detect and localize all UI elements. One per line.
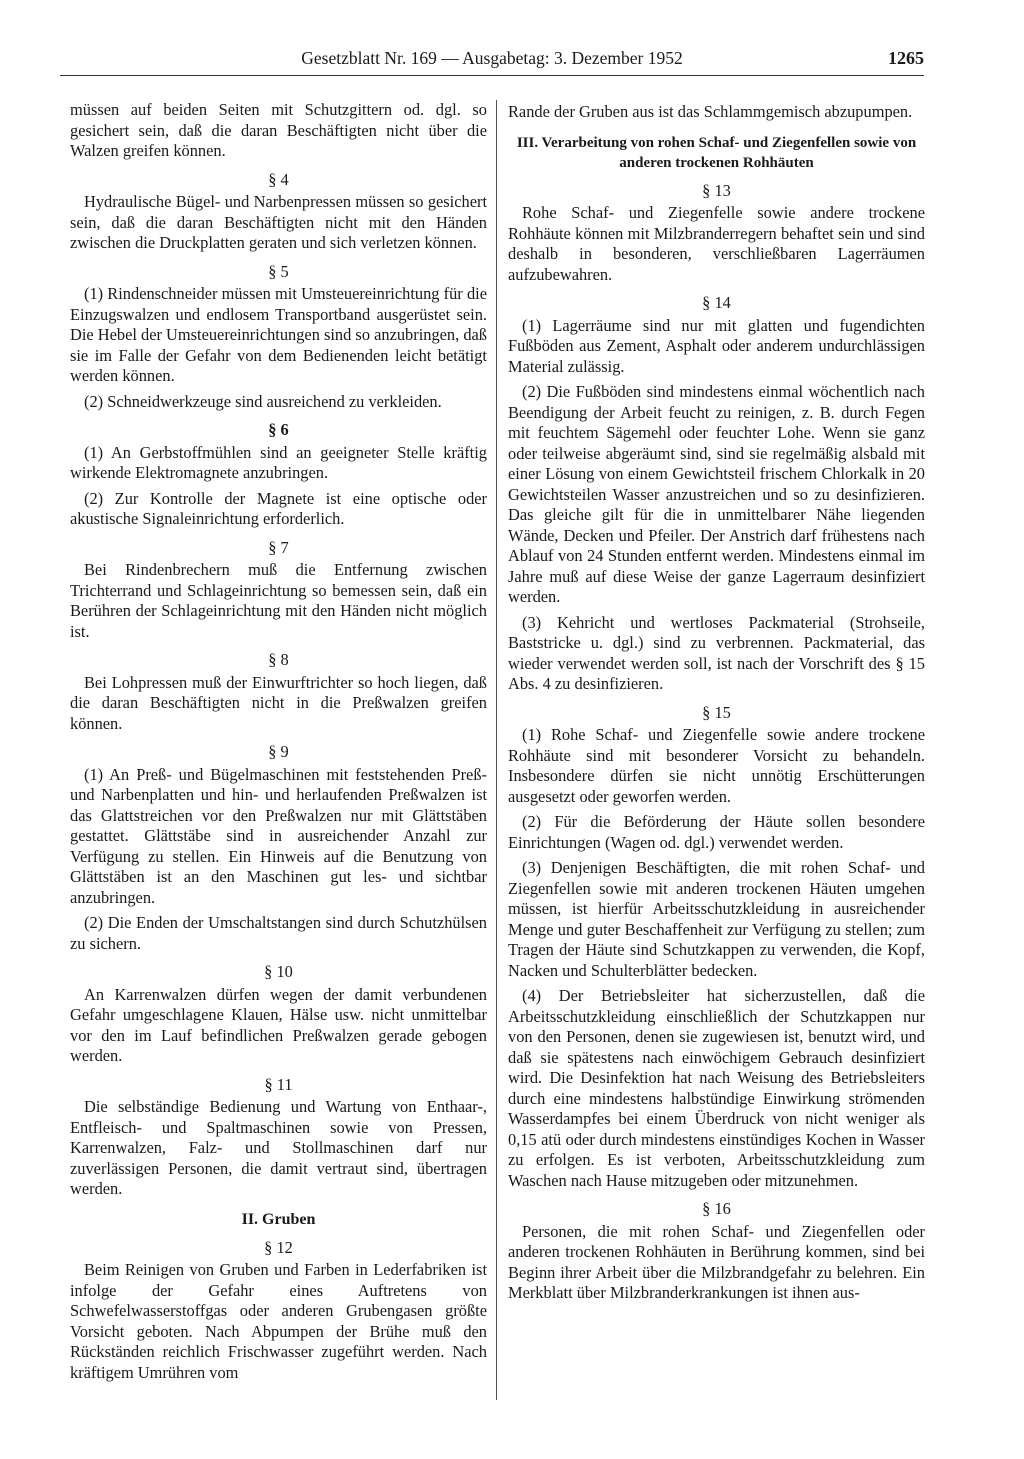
paragraph: Rohe Schaf- und Ziegenfelle sowie andere trockene Rohhäute können mit Milzbranderregern behaftet sein und sind deshalb in besonderen, verschließbaren Lagerräumen aufzubewahren. (508, 203, 925, 284)
chapter-heading: II. Gruben (241, 1210, 316, 1228)
paragraph: (2) Schneidwerkzeuge sind ausreichend zu verkleiden. (84, 391, 442, 411)
paragraph: (2) Die Fußböden sind mindestens einmal wöchentlich nach Beendigung der Arbeit feucht zu reinigen, z. B. durch Fegen mit feuchtem Sägemehl oder feuchter Lohe. Wenn sie ganz oder teilweise abgeräumt sind, sind sie regelmäßig alsbald mit einer Lösung von einem Gewichtsteil frischem Chlorkalk in 20 Gewichtsteilen Wasser anzustreichen und so zu desinfizieren. Das gleiche gilt für die in unmittelbarer Nähe liegenden Wände, Decken und Pfeiler. Der Anstrich darf frühestens nach Ablauf von 24 Stunden entfernt werden. Mindestens einmal im Jahre muß auf diese Weise der ganze Lagerraum desinfiziert werden. (508, 382, 925, 606)
section-number: § 15 (702, 702, 731, 722)
paragraph: Beim Reinigen von Gruben und Farben in Lederfabriken ist infolge der Gefahr eines Auftretens von Schwefelwasserstoffgas oder anderen Grubengasen größte Vorsicht geboten. Nach Abpumpen der Brühe muß den Rückständen reichlich Frischwasser zugeführt werden. Nach kräftigem Umrühren vom (70, 1260, 487, 1382)
paragraph: (3) Kehricht und wertloses Packmaterial (Strohseile, Baststricke u. dgl.) sind zu verbrennen. Packmaterial, das wieder verwendet werden soll, ist nach der Vorschrift des § 15 Abs. 4 zu desinfizieren. (508, 612, 925, 693)
paragraph: (2) Für die Beförderung der Häute sollen besondere Einrichtungen (Wagen od. dgl.) verwendet werden. (508, 812, 925, 852)
paragraph: (1) An Gerbstoffmühlen sind an geeigneter Stelle kräftig wirkende Elektromagnete anzubringen. (70, 442, 487, 482)
paragraph: (2) Zur Kontrolle der Magnete ist eine optische oder akustische Signaleinrichtung erforderlich. (70, 488, 487, 528)
paragraph: Bei Lohpressen muß der Einwurftrichter so hoch liegen, daß die daran Beschäftigten nicht in die Preßwalzen greifen können. (70, 672, 487, 733)
section-number: § 4 (268, 169, 289, 189)
left-column (70, 100, 487, 1388)
section-number: § 6 (268, 420, 289, 439)
right-column (508, 102, 925, 1309)
section-number: § 9 (268, 742, 289, 761)
section-number: § 14 (702, 293, 731, 312)
paragraph: Hydraulische Bügel- und Narbenpressen müssen so gesichert sein, daß die daran Beschäftigten nicht mit den Händen zwischen die Druckplatten geraten und sich verletzen können. (70, 192, 487, 252)
section-number: § 16 (702, 1199, 731, 1218)
section-number: § 10 (264, 962, 293, 981)
header-title: Gesetzblatt Nr. 169 — Ausgabetag: 3. Dezember 1952 (301, 48, 683, 68)
paragraph: (1) Rohe Schaf- und Ziegenfelle sowie andere trockene Rohhäute sind mit besonderer Vorsicht zu behandeln. Insbesondere dürfen sie nicht unnötig Erschütterungen ausgesetzt oder geworfen werden. (508, 725, 925, 806)
chapter-heading: III. Verarbeitung von rohen Schaf- und Ziegenfellen sowie von anderen trockenen Rohhäuten (516, 134, 917, 171)
section-number: § 8 (268, 650, 289, 669)
page-header (60, 44, 924, 72)
paragraph: Rande der Gruben aus ist das Schlammgemisch abzupumpen. (508, 102, 913, 121)
paragraph: (1) Rindenschneider müssen mit Umsteuereinrichtung für die Einzugswalzen und endlosem Transportband ausgerüstet sein. Die Hebel der Umsteuereinrichtungen sind so anzubringen, daß sie im Falle der Gefahr von dem Bedienenden leicht betätigt werden können. (70, 284, 487, 385)
paragraph: (3) Denjenigen Beschäftigten, die mit rohen Schaf- und Ziegenfellen sowie mit anderen trockenen Häuten umgehen müssen, ist hierfür Arbeitsschutzkleidung in ausreichender Menge und guter Beschaffenheit zur Verfügung zu stellen; zum Tragen der Häute sind Schutzkappen zu verwenden, die Kopf, Nacken und Schulterblätter bedecken. (508, 858, 925, 980)
header-rule (60, 75, 924, 76)
paragraph: Die selbständige Bedienung und Wartung von Enthaar-, Entfleisch- und Spaltmaschinen sowie von Pressen, Karrenwalzen, Falz- und Stollmaschinen darf nur zuverlässigen Personen, die damit vertraut sind, übertragen werden. (70, 1097, 487, 1198)
section-number: § 13 (702, 180, 731, 200)
paragraph: (1) Lagerräume sind nur mit glatten und fugendichten Fußböden aus Zement, Asphalt oder anderem undurchlässigen Material zulässig. (508, 315, 925, 376)
paragraph: (2) Die Enden der Umschaltstangen sind durch Schutzhülsen zu sichern. (70, 913, 487, 953)
paragraph: Bei Rindenbrechern muß die Entfernung zwischen Trichterrand und Schlageinrichtung so bemessen sein, daß ein Berühren der Schlageinrichtung mit den Händen nicht möglich ist. (70, 560, 487, 641)
paragraph: müssen auf beiden Seiten mit Schutzgittern od. dgl. so gesichert sein, daß die daran Beschäftigten nicht über die Walzen greifen können. (70, 100, 487, 160)
page-number: 1265 (888, 48, 924, 68)
paragraph: Personen, die mit rohen Schaf- und Ziegenfellen oder anderen trockenen Rohhäuten in Berührung kommen, sind bei Beginn ihrer Arbeit über die Milzbrandgefahr zu belehren. Ein Merkblatt über Milzbranderkrankungen ist ihnen aus- (508, 1221, 925, 1302)
paragraph: An Karrenwalzen dürfen wegen der damit verbundenen Gefahr umgeschlagene Klauen, Hälse usw. nicht unmittelbar vor den im Lauf befindlichen Preßwalzen gerade gebogen werden. (70, 984, 487, 1065)
column-divider (496, 100, 497, 1400)
paragraph: (4) Der Betriebsleiter hat sicherzustellen, daß die Arbeitsschutzkleidung einschließlich der Schutzkappen nur von den Personen, denen sie zugewiesen ist, benutzt wird, und daß sie spätestens nach einwöchigem Gebrauch desinfiziert wird. Die Desinfektion hat nach Weisung des Betriebsleiters durch eine mindestens halbstündige Einwirkung strömenden Wasserdampfes bei einem Überdruck von nicht weniger als 0,15 atü oder durch mindestens einstündiges Kochen in Wasser zu erfolgen. Es ist verboten, Arbeitsschutzkleidung zum Waschen nach Hause mitzugeben oder mitzunehmen. (508, 986, 925, 1190)
section-number: § 7 (268, 537, 289, 557)
section-number: § 5 (268, 261, 289, 281)
section-number: § 11 (264, 1074, 293, 1094)
section-number: § 12 (264, 1237, 293, 1257)
paragraph: (1) An Preß- und Bügelmaschinen mit feststehenden Preß- und Narbenplatten und hin- und herlaufenden Preßwalzen ist das Glattstreichen vor den Preßwalzen nur mit Glättstäben gestattet. Glättstäbe sind in ausreichender Anzahl zur Verfügung zu stellen. Ein Hinweis auf die Benutzung von Glättstäben ist an den Maschinen gut les- und sichtbar anzubringen. (70, 764, 487, 907)
